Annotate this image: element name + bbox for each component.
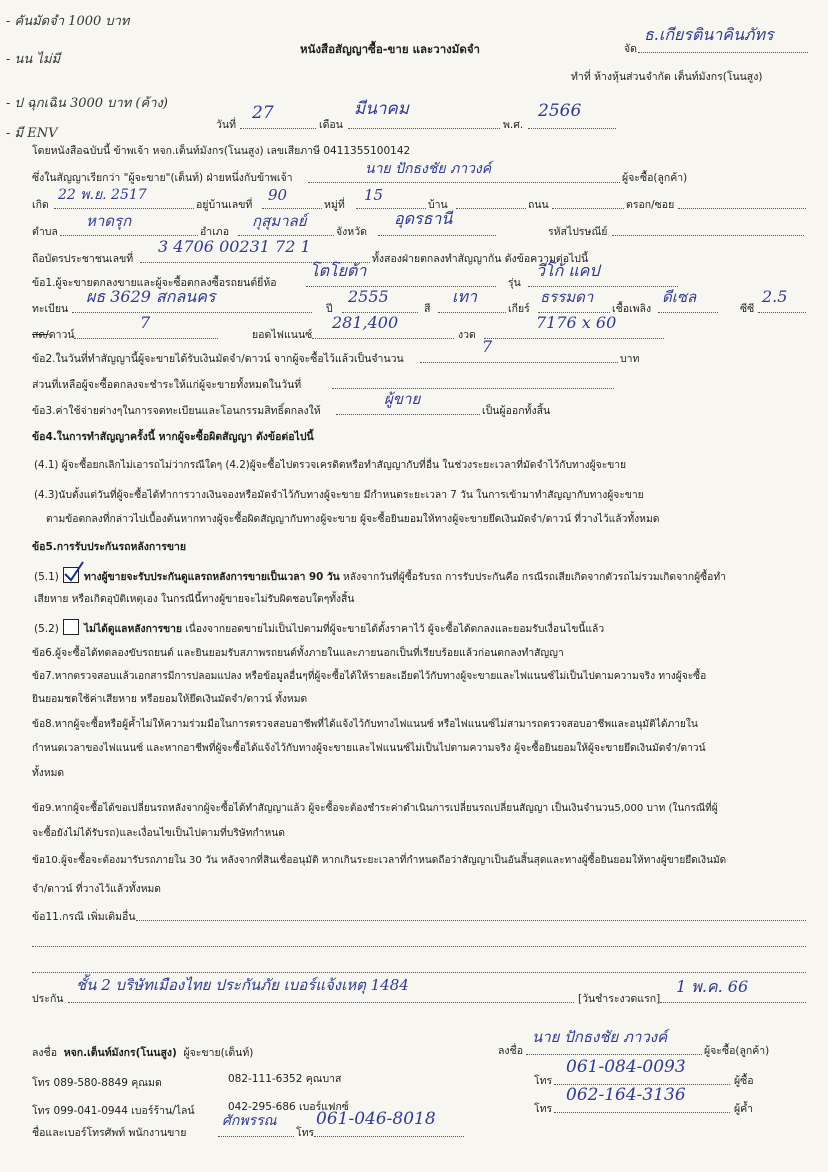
- moo-label: หมู่ที่: [324, 199, 345, 211]
- year-car-value: 2555: [348, 287, 389, 306]
- clause-9a: ข้อ9.หากผู้จะซื้อได้ขอเปลี่ยนรถหลังจากผู้จะซื้อได้ทำสัญญาแล้ว ผู้จะซื้อจะต้องชำระค่าดำเนินการเปลี่ยนรถเปลี่ยนสัญญา เป็นเงินจำนวน5,000 บาท (ในกรณีที่ผู้: [32, 803, 718, 814]
- road-label: ถนน: [528, 199, 549, 211]
- postcode-label: รหัสไปรษณีย์: [548, 226, 608, 238]
- province-label: จังหวัด: [336, 226, 367, 238]
- staff-tel: 061-046-8018: [316, 1109, 436, 1129]
- district-value: กุสุมาลย์: [252, 212, 307, 230]
- model-line: [528, 286, 678, 287]
- insurance-label: ประกัน: [32, 993, 64, 1005]
- down-prefix: สด/: [32, 329, 49, 341]
- moo-value: 15: [364, 186, 384, 204]
- branch-label: จัด: [624, 43, 637, 55]
- buyer-name: นาย ปักธงชัย ภาวงค์: [365, 161, 492, 177]
- seller-tel-4: 042-295-686 เบอร์แฟกซ์: [228, 1101, 349, 1113]
- id-label: ถือบัตรประชาชนเลขที่: [32, 253, 134, 265]
- id-tail: ทั้งสองฝ่ายตกลงทำสัญญากัน ดังข้อความต่อไปนี้: [372, 253, 589, 265]
- brand-value: โตโยต้า: [310, 261, 367, 280]
- buyer-sign-role: ผู้จะซื้อ(ลูกค้า): [704, 1045, 770, 1057]
- day-line: [240, 128, 316, 129]
- clause-7b: ยินยอมชดใช้ค่าเสียหาย หรือยอมให้ยึดเงินมัดจำ/ดาวน์ ทั้งหมด: [32, 693, 308, 705]
- staff-label: ชื่อและเบอร์โทรศัพท์ พนักงานขาย: [32, 1127, 187, 1139]
- down-line: [74, 338, 218, 339]
- year-label: พ.ศ.: [503, 119, 524, 131]
- clause-2-amount: 7: [482, 337, 493, 356]
- house-no-line: [262, 208, 322, 209]
- house-no-label: อยู่บ้านเลขที่: [196, 199, 253, 211]
- fuel-value: ดีเซล: [662, 288, 697, 306]
- seller-tel-1: โทร 089-580-8849 คุณมด: [32, 1077, 162, 1089]
- seller-name: หจก.เต็นท์มังกร(โนนสูง): [63, 1047, 177, 1059]
- clause-3-tail: เป็นผู้ออกทั้งสิ้น: [482, 405, 551, 417]
- color-label: สี: [424, 303, 431, 315]
- clause-5-2-text: [84, 622, 604, 636]
- month-value: มีนาคม: [354, 99, 409, 119]
- province-line: [378, 235, 496, 236]
- finance-line: [312, 338, 454, 339]
- clause-11-line-2: [32, 946, 806, 947]
- district-line: [238, 235, 334, 236]
- buyer-tel: 061-084-0093: [566, 1057, 686, 1077]
- born-line: [54, 208, 194, 209]
- buyer-sign-label: ลงชื่อ: [498, 1045, 523, 1057]
- color-value: เทา: [452, 287, 477, 306]
- clause-6: ข้อ6.ผู้จะซื้อได้ทดลองขับรถยนต์ และยินยอมรับสภาพรถยนต์ทั้งภายในและภายนอกเป็นที่เรียบร้อยแล้วก่อนตกลงทำสัญญา: [32, 647, 564, 659]
- finance-label: ยอดไฟแนนซ์: [252, 329, 313, 341]
- clause-5-2-num: (5.2): [34, 623, 59, 635]
- clause-3-line: [336, 414, 480, 415]
- clause-11: ข้อ11.กรณี เพิ่มเติมอื่น: [32, 911, 136, 923]
- plate-label: ทะเบียน: [32, 303, 69, 315]
- cc-value: 2.5: [762, 287, 788, 306]
- branch-line: [638, 52, 808, 53]
- clause-2-text: ข้อ2.ในวันที่ทำสัญญานี้ผู้จะขายได้รับเงินมัดจำ/ดาวน์ จากผู้จะซื้อไว้แล้วเป็นจำนวน: [32, 353, 404, 365]
- warranty-90-checkbox[interactable]: [63, 567, 79, 583]
- clause-5-2-rest: เนื่องจากยอดขายไม่เป็นไปตามที่ผู้จะขายได้ตั้งราคาไว้ ผู้จะซื้อได้ตกลงและยอมรับเงื่อนไขนี้แล้ว: [185, 623, 605, 635]
- clause-5-1b: เสียหาย หรือเกิดอุบัติเหตุเอง ในกรณีนี้ทางผู้ขายจะไม่รับผิดชอบใดๆทั้งสิ้น: [34, 593, 355, 605]
- color-line: [438, 312, 506, 313]
- check-icon: [62, 560, 84, 582]
- clause-9b: จะซื้อยังไม่ได้รับรถ)และเงื่อนไขเป็นไปตามที่บริษัทกำหนด: [32, 827, 285, 839]
- no-warranty-checkbox[interactable]: [63, 619, 79, 635]
- clause-11-line-1: [136, 920, 806, 921]
- clause-1-label: ข้อ1.ผู้จะขายตกลงขายและผู้จะซื้อตกลงซื้อรถยนต์ยี่ห้อ: [32, 277, 277, 289]
- staff-tel-line: [314, 1136, 464, 1137]
- guarantor-tel-role: ผู้ค้ำ: [734, 1103, 754, 1115]
- plate-line: [72, 312, 312, 313]
- clause-10a: ข้อ10.ผู้จะซื้อจะต้องมารับรถภายใน 30 วัน หลังจากที่สินเชื่ออนุมัติ หากเกินระยะเวลาที่กำหนดถือว่าสัญญาเป็นอันสิ้นสุดและทางผู้ซื้อยินยอมให้ทางผู้ขายยึดเงินมัด: [32, 855, 727, 866]
- guarantor-tel-line: [554, 1112, 730, 1113]
- subdistrict-value: หาดรุก: [86, 212, 132, 230]
- clause-4-3b: ตามข้อตกลงที่กล่าวไปเบื้องต้นหากทางผู้จะซื้อผิดสัญญากับทางผู้จะขาย ผู้จะซื้อยินยอมให้ทางผู้จะขายยึดเงินมัดจำ/ดาวน์ ที่วางไว้แล้วทั้งหมด: [46, 513, 660, 525]
- insurance-value: ชั้น 2 บริษัทเมืองไทย ประกันภัย เบอร์แจ้งเหตุ 1484: [76, 976, 409, 994]
- down-label: [32, 328, 75, 342]
- gear-value: ธรรมดา: [540, 288, 594, 306]
- guarantor-tel-label: โทร: [534, 1103, 553, 1115]
- alley-label: ตรอก/ซอย: [626, 199, 675, 211]
- clause-3-text: ข้อ3.ค่าใช้จ่ายต่างๆในการจดทะเบียนและโอนกรรมสิทธิ์ตกลงให้: [32, 405, 321, 417]
- buyer-tel-label: โทร: [534, 1075, 553, 1087]
- first-pay-value: 1 พ.ค. 66: [676, 977, 749, 996]
- day-value: 27: [252, 103, 274, 123]
- clause-5-1-num: (5.1): [34, 571, 59, 583]
- clause-5-1-text: [84, 570, 726, 584]
- clause-8a: ข้อ8.หากผู้จะซื้อหรือผู้ค้ำไม่ให้ความร่วมมือในการตรวจสอบอาชีพที่ได้แจ้งไว้กับทางไฟแนนซ์ หรือไฟแนนซ์ไม่สามารถตรวจสอบอาชีพและอนุมัติได้ภายใน: [32, 719, 698, 730]
- buyer-signature: นาย ปักธงชัย ภาวงค์: [532, 1028, 668, 1046]
- clause-7a: ข้อ7.หากตรวจสอบแล้วเอกสารมีการปลอมแปลง หรือข้อมูลอื่นๆที่ผู้จะซื้อได้ให้รายละเอียดไว้กับทางผู้จะขายและไฟแนนซ์ไม่เป็นไปตามความจริง ทางผู้จะซื้อ: [32, 671, 707, 682]
- clause-2-balance-line: [332, 388, 614, 389]
- install-value: 7176 x 60: [536, 313, 617, 332]
- seller-tel-3: โทร 099-041-0944 เบอร์ร้าน/ไลน์: [32, 1105, 195, 1117]
- alley-line: [678, 208, 806, 209]
- village-label: บ้าน: [428, 199, 448, 211]
- margin-note-emergency: - ป ฉุกเฉิน 3000 บาท (ค้าง): [6, 96, 168, 111]
- subdistrict-label: ตำบล: [32, 226, 58, 238]
- down-value: 7: [140, 313, 151, 332]
- staff-name: ศักพรรณ: [222, 1113, 277, 1129]
- village-line: [456, 208, 526, 209]
- install-label: งวด: [458, 329, 476, 341]
- insurance-line: [68, 1002, 574, 1003]
- seller-sign-label: ลงชื่อ: [32, 1047, 57, 1059]
- buyer-tel-role: ผู้ซื้อ: [734, 1075, 754, 1087]
- id-value: 3 4706 00231 72 1: [158, 237, 311, 256]
- clause-10b: จำ/ดาวน์ ที่วางไว้แล้วทั้งหมด: [32, 883, 161, 895]
- guarantor-tel: 062-164-3136: [566, 1085, 686, 1105]
- down-label-text: ดาวน์: [48, 329, 75, 341]
- clause-2-amount-line: [420, 362, 618, 363]
- clause-8c: ทั้งหมด: [32, 767, 65, 779]
- seller-tel-2: 082-111-6352 คุณบาส: [228, 1073, 342, 1085]
- staff-tel-label: โทร: [296, 1127, 315, 1139]
- clause-5-heading: ข้อ5.การรับประกันรถหลังการขาย: [32, 541, 187, 553]
- first-pay-label-text: วันชำระงวดแรก: [582, 993, 657, 1005]
- margin-note-env: - มี ENV: [6, 126, 58, 141]
- fuel-label: เชื้อเพลิง: [612, 303, 652, 315]
- clause-4-heading: ข้อ4.ในการทำสัญญาครั้งนี้ หากผู้จะซื้อผิดสัญญา ดังข้อต่อไปนี้: [32, 431, 314, 443]
- cc-label: ซีซี: [740, 303, 755, 315]
- parties-line: ซึ่งในสัญญาเรียกว่า "ผู้จะขาย"(เต็นท์) ฝ่ายหนึ่งกับข้าพเจ้า: [32, 172, 293, 184]
- plate-value: ผธ 3629 สกลนคร: [86, 287, 216, 306]
- finance-value: 281,400: [332, 313, 399, 332]
- clause-2-balance: ส่วนที่เหลือผู้จะซื้อตกลงจะชำระให้แก่ผู้จะขายทั้งหมดในวันที่: [32, 379, 302, 391]
- margin-note-deposit: - คันมัดจำ 1000 บาท: [6, 14, 130, 29]
- document-title: หนังสือสัญญาซื้อ-ขาย และวางมัดจำ: [300, 42, 481, 56]
- first-pay-line: [660, 1002, 806, 1003]
- month-label: เดือน: [319, 119, 343, 131]
- month-line: [348, 128, 500, 129]
- fuel-line: [658, 312, 718, 313]
- clause-3-value: ผู้ขาย: [384, 390, 421, 408]
- model-value: วีโก้ แคป: [536, 261, 600, 280]
- house-no: 90: [268, 186, 288, 204]
- province-value: อุดรธานี: [394, 209, 453, 228]
- clause-4-3a: (4.3)นับตั้งแต่วันที่ผู้จะซื้อได้ทำการวางเงินจองหรือมัดจำไว้กับทางผู้จะขาย มีกำหนดระยะเวลา 7 วัน ในการเข้ามาทำสัญญากับทางผู้จะขาย: [34, 489, 644, 501]
- seller-role: ผู้จะขาย(เต็นท์): [183, 1047, 254, 1059]
- clause-11-line-3: [32, 972, 806, 973]
- made-at: ทำที่ ห้างหุ้นส่วนจำกัด เต็นท์มังกร(โนนสูง): [571, 71, 763, 83]
- first-pay-label: [วันชำระงวดแรก]: [578, 993, 661, 1005]
- clause-8b: กำหนดเวลาของไฟแนนซ์ และหากอาชีพที่ผู้จะซื้อได้แจ้งไว้กับทางผู้จะขายและไฟแนนซ์ไม่เป็นไปตามความจริง ผู้จะซื้อยินยอมให้ผู้จะขายยึดเงินมัดจำ/ดาวน์: [32, 743, 706, 754]
- install-line: [484, 338, 664, 339]
- contract-intro: โดยหนังสือฉบับนี้ ข้าพเจ้า หจก.เต็นท์มังกร(โนนสูง) เลขเสียภาษี 0411355100142: [32, 145, 411, 157]
- clause-5-2-bold: ไม่ได้ดูแลหลังการขาย: [84, 623, 182, 635]
- gear-label: เกียร์: [508, 303, 530, 315]
- buyer-role: ผู้จะซื้อ(ลูกค้า): [622, 172, 688, 184]
- postcode-line: [612, 235, 804, 236]
- day-label: วันที่: [216, 119, 236, 131]
- clause-5-1-rest: หลังจากวันที่ผู้ซื้อรับรถ การรับประกันคือ กรณีรถเสียเกิดจากตัวรถไม่รวมเกิดจากผู้ซื้อทำ: [343, 571, 726, 583]
- year-line: [528, 128, 616, 129]
- model-label: รุ่น: [508, 277, 521, 289]
- road-line: [552, 208, 624, 209]
- subdistrict-line: [60, 235, 198, 236]
- cc-line: [758, 312, 806, 313]
- buyer-sign-line: [526, 1054, 702, 1055]
- clause-2-unit: บาท: [620, 353, 640, 365]
- year-car-label: ปี: [326, 303, 333, 315]
- clause-5-1-bold: ทางผู้ขายจะรับประกันดูแลรถหลังการขายเป็นเวลา 90 วัน: [84, 571, 340, 583]
- branch-value: ธ.เกียรตินาคินภัทร: [644, 25, 774, 44]
- margin-note-none: - นน ไม่มี: [6, 52, 61, 67]
- seller-signature: [32, 1046, 253, 1060]
- district-label: อำเภอ: [200, 226, 230, 238]
- staff-name-line: [218, 1136, 294, 1137]
- buyer-name-line: [308, 182, 620, 183]
- born-value: 22 พ.ย. 2517: [58, 187, 147, 203]
- year-value: 2566: [538, 101, 582, 121]
- clause-4-1: (4.1) ผู้จะซื้อยกเลิกไม่เอารถไม่ว่ากรณีใดๆ (4.2)ผู้จะซื้อไปตรวจเครดิตหรือทำสัญญากับที่อื่น ในช่วงระยะเวลาที่มัดจำไว้กับทางผู้จะขาย: [34, 459, 627, 471]
- born-label: เกิด: [32, 199, 49, 211]
